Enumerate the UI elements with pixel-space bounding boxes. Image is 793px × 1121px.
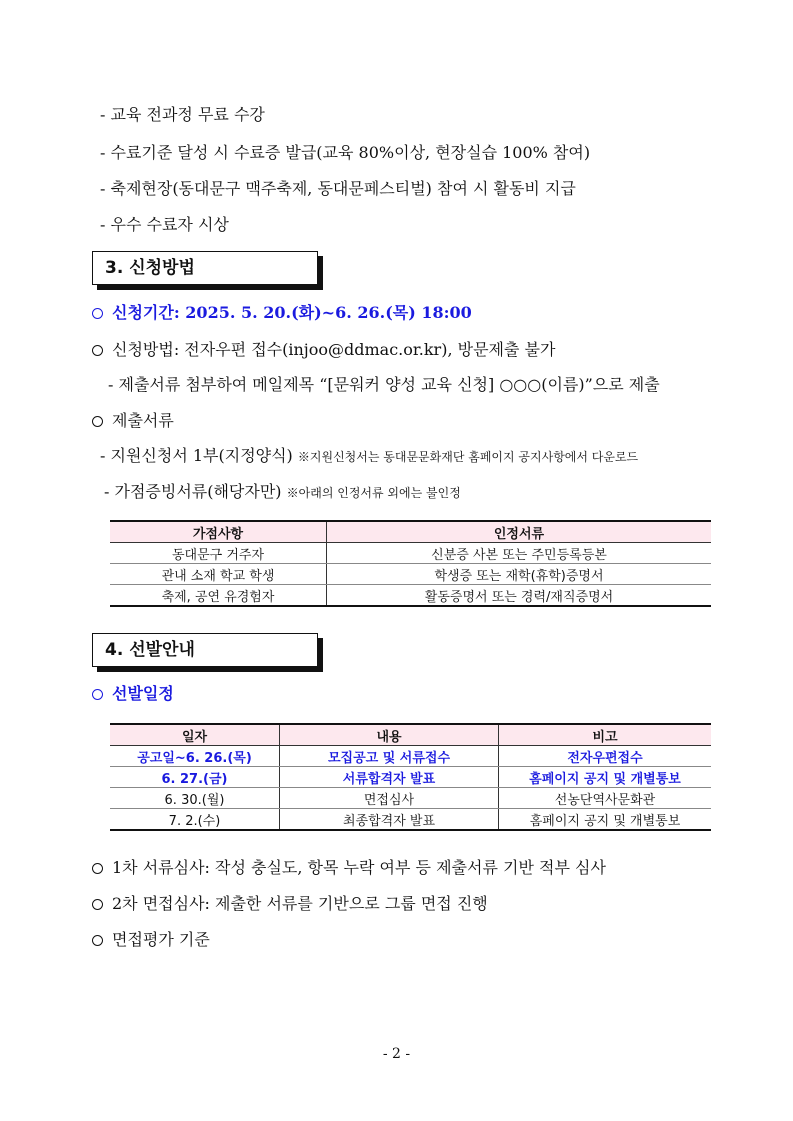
doc-1-note: ※지원신청서는 동대문문화재단 홈페이지 공지사항에서 다운로드 <box>297 450 639 464</box>
table-row <box>110 788 711 809</box>
table-cell: 서류합격자 발표 <box>280 767 499 788</box>
screening-1: 1차 서류심사: 작성 충실도, 항목 누락 여부 등 제출서류 기반 적부 심사 <box>92 857 606 879</box>
table-cell: 관내 소재 학교 학생 <box>110 564 327 585</box>
apply-period: 신청기간: 2025. 5. 20.(화)~6. 26.(목) 18:00 <box>92 302 472 324</box>
table-cell: 홈페이지 공지 및 개별통보 <box>499 767 712 788</box>
section3-heading <box>92 251 318 285</box>
apply-method: 신청방법: 전자우편 접수(injoo@ddmac.or.kr), 방문제출 불가 <box>92 339 555 361</box>
table-cell: 활동증명서 또는 경력/재직증명서 <box>327 585 712 607</box>
circle-bullet-icon <box>92 935 103 946</box>
table-cell: 학생증 또는 재학(휴학)증명서 <box>327 564 712 585</box>
table-cell: 6. 27.(금) <box>110 767 280 788</box>
benefit-4: - 우수 수료자 시상 <box>100 215 229 234</box>
table-cell: 공고일~6. 26.(목) <box>110 746 280 767</box>
table-cell: 최종합격자 발표 <box>280 809 499 831</box>
table-cell: 신분증 사본 또는 주민등록등본 <box>327 543 712 564</box>
circle-bullet-icon <box>92 863 103 874</box>
apply-method-note: - 제출서류 첨부하여 메일제목 “[문워커 양성 교육 신청] ○○○(이름)”으로 제출 <box>108 375 660 394</box>
section4-heading <box>92 633 318 667</box>
table-cell: 동대문구 거주자 <box>110 543 327 564</box>
table-row <box>110 746 711 767</box>
page-number: - 2 - <box>382 1046 411 1062</box>
table-row <box>110 543 711 564</box>
schedule-label: 선발일정 <box>92 683 174 705</box>
table-cell: 7. 2.(수) <box>110 809 280 831</box>
table-row <box>110 767 711 788</box>
table-row <box>110 809 711 831</box>
table-row <box>110 585 711 607</box>
table-cell: 면접심사 <box>280 788 499 809</box>
benefit-3: - 축제현장(동대문구 맥주축제, 동대문페스티벌) 참여 시 활동비 지급 <box>100 179 576 198</box>
table-row <box>110 564 711 585</box>
table-header: 일자 <box>110 724 280 746</box>
table-header: 인정서류 <box>327 521 712 543</box>
table-cell: 모집공고 및 서류접수 <box>280 746 499 767</box>
section3-title: 3. 신청방법 <box>92 251 318 285</box>
docs-label: 제출서류 <box>92 410 174 432</box>
circle-bullet-icon <box>92 345 103 356</box>
screening-2: 2차 면접심사: 제출한 서류를 기반으로 그룹 면접 진행 <box>92 893 488 915</box>
table-cell: 홈페이지 공지 및 개별통보 <box>499 809 712 831</box>
circle-bullet-icon <box>92 416 103 427</box>
table-header: 가점사항 <box>110 521 327 543</box>
schedule-table <box>110 723 711 831</box>
table-header: 비고 <box>499 724 712 746</box>
circle-bullet-icon <box>92 899 103 910</box>
doc-2-note: ※아래의 인정서류 외에는 불인정 <box>286 486 461 500</box>
table-header: 내용 <box>280 724 499 746</box>
doc-2: - 가점증빙서류(해당자만) ※아래의 인정서류 외에는 불인정 <box>104 482 461 501</box>
section4-title: 4. 선발안내 <box>92 633 318 667</box>
circle-bullet-icon <box>92 308 103 319</box>
table-cell: 선농단역사문화관 <box>499 788 712 809</box>
interview-criteria: 면접평가 기준 <box>92 929 210 951</box>
table-cell: 전자우편접수 <box>499 746 712 767</box>
table-cell: 축제, 공연 유경험자 <box>110 585 327 607</box>
bonus-table <box>110 520 711 607</box>
circle-bullet-icon <box>92 689 103 700</box>
benefit-2: - 수료기준 달성 시 수료증 발급(교육 80%이상, 현장실습 100% 참여) <box>100 143 591 162</box>
table-cell: 6. 30.(월) <box>110 788 280 809</box>
benefit-1: - 교육 전과정 무료 수강 <box>100 105 265 124</box>
doc-1: - 지원신청서 1부(지정양식) ※지원신청서는 동대문문화재단 홈페이지 공지사항에서 다운로드 <box>100 446 639 465</box>
